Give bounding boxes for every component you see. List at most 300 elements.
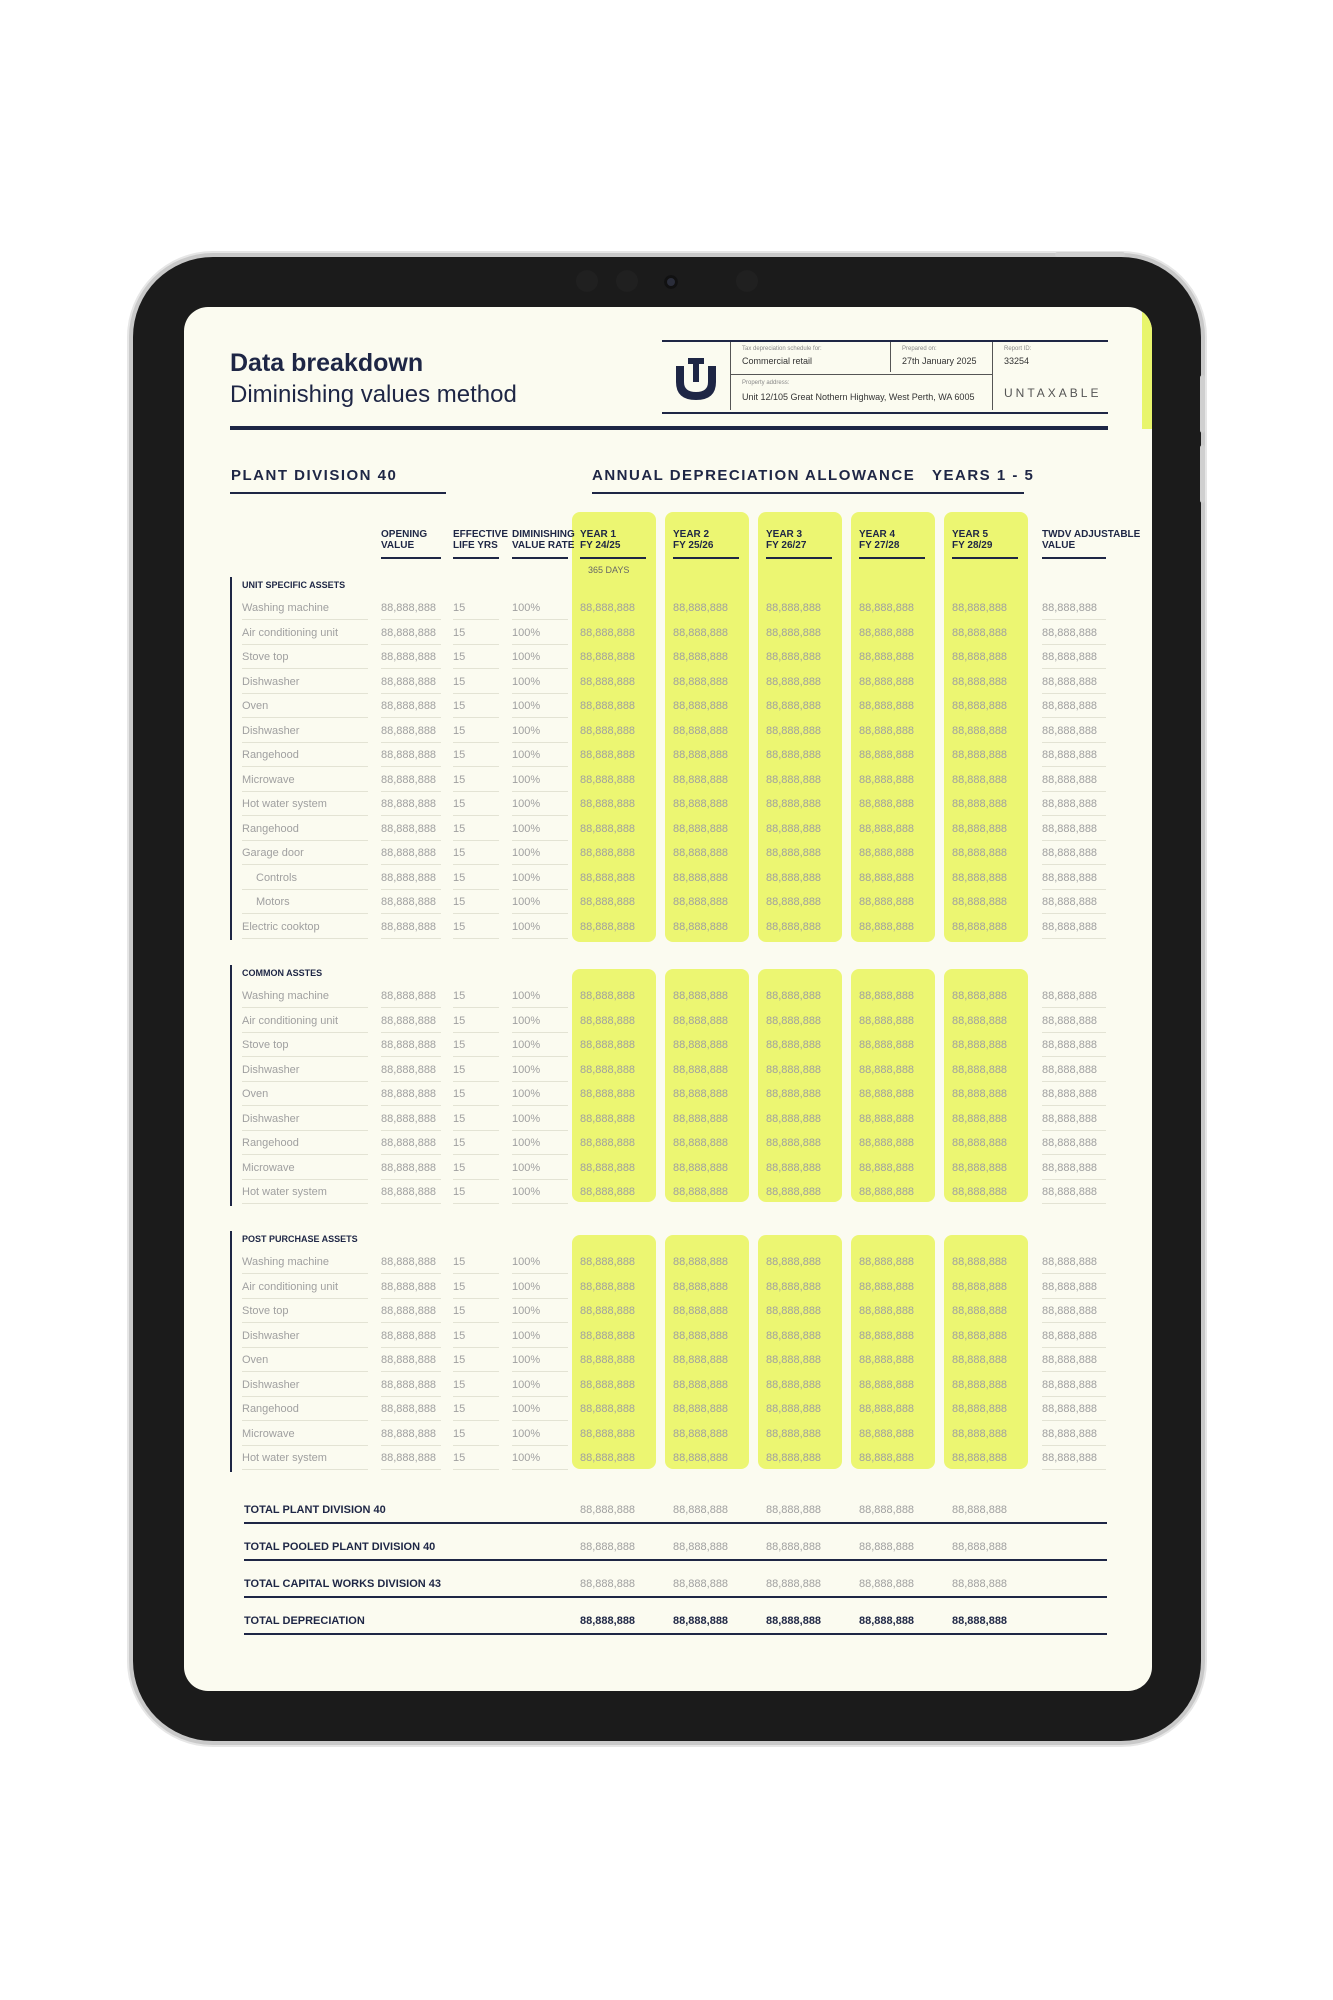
row-divider <box>1042 815 1106 816</box>
year-2-value: 88,888,888 <box>673 724 729 737</box>
row-divider <box>242 1445 368 1446</box>
opening-value: 88,888,888 <box>381 1186 437 1198</box>
row-divider <box>242 1032 368 1033</box>
total-year-1-value: 88,888,888 <box>580 1504 636 1516</box>
row-divider <box>453 1007 499 1008</box>
asset-name: Dishwasher <box>242 1112 300 1125</box>
info-divider <box>890 342 891 372</box>
asset-name: Washing machine <box>242 1256 330 1268</box>
total-year-1-value: 88,888,888 <box>580 1578 636 1590</box>
group-bar <box>230 965 232 1206</box>
asset-name: Air conditioning unit <box>242 626 339 639</box>
twdv-value: 88,888,888 <box>1042 1063 1098 1076</box>
twdv-value: 88,888,888 <box>1042 626 1098 639</box>
row-divider <box>242 1154 368 1155</box>
year-5-value: 88,888,888 <box>952 602 1008 614</box>
year-1-value: 88,888,888 <box>580 847 636 859</box>
year-1-value: 88,888,888 <box>580 626 636 639</box>
opening-value: 88,888,888 <box>381 822 437 835</box>
year-5-value: 88,888,888 <box>952 1256 1008 1268</box>
twdv-value: 88,888,888 <box>1042 1305 1098 1317</box>
row-divider <box>512 742 568 743</box>
twdv-value: 88,888,888 <box>1042 700 1098 712</box>
row-divider <box>512 815 568 816</box>
row-divider <box>453 1179 499 1180</box>
col-head-year-3-line1: YEAR 3 <box>766 529 803 540</box>
total-rule <box>244 1522 1107 1524</box>
year-4-value: 88,888,888 <box>859 1161 915 1174</box>
year-2-value: 88,888,888 <box>673 1014 729 1027</box>
total-year-5-value: 88,888,888 <box>952 1504 1008 1516</box>
effective-life: 15 <box>453 1039 466 1051</box>
row-divider <box>381 1445 441 1446</box>
row-divider <box>242 1469 368 1470</box>
year-3-value: 88,888,888 <box>766 651 822 663</box>
year-2-value: 88,888,888 <box>673 749 729 761</box>
year-3-value: 88,888,888 <box>766 871 822 884</box>
total-year-1-value: 88,888,888 <box>580 1615 636 1627</box>
row-divider <box>242 717 368 718</box>
years-heading: YEARS 1 - 5 <box>932 467 1035 484</box>
row-divider <box>381 1179 441 1180</box>
row-divider <box>381 889 441 890</box>
opening-value: 88,888,888 <box>381 773 437 786</box>
report-info-box <box>662 340 1108 414</box>
total-year-2-value: 88,888,888 <box>673 1578 729 1590</box>
col-head-opening-line2: VALUE <box>381 540 415 551</box>
year-1-value: 88,888,888 <box>580 1452 636 1464</box>
twdv-value: 88,888,888 <box>1042 896 1098 908</box>
report-id-label: Report ID: <box>1004 346 1032 352</box>
document-screen <box>184 307 1152 1691</box>
asset-name: Microwave <box>242 773 295 786</box>
year-1-value: 88,888,888 <box>580 700 636 712</box>
year-2-value: 88,888,888 <box>673 1256 729 1268</box>
plant-division-rule <box>230 492 446 494</box>
row-divider <box>381 1469 441 1470</box>
year-1-value: 88,888,888 <box>580 1161 636 1174</box>
year-3-value: 88,888,888 <box>766 990 822 1002</box>
opening-value: 88,888,888 <box>381 1137 437 1149</box>
year-2-value: 88,888,888 <box>673 1354 729 1366</box>
col-head-year-1-line2: FY 24/25 <box>580 540 621 551</box>
row-divider <box>1042 644 1106 645</box>
year-5-value: 88,888,888 <box>952 724 1008 737</box>
row-divider <box>242 668 368 669</box>
year-2-value: 88,888,888 <box>673 1403 729 1415</box>
col-head-year-2 <box>673 529 713 551</box>
row-divider <box>381 742 441 743</box>
row-divider <box>381 791 441 792</box>
diminishing-rate: 100% <box>512 1427 541 1440</box>
year-1-value: 88,888,888 <box>580 724 636 737</box>
row-divider <box>512 1130 568 1131</box>
year-2-value: 88,888,888 <box>673 1112 729 1125</box>
year-4-value: 88,888,888 <box>859 602 915 614</box>
year-4-value: 88,888,888 <box>859 1378 915 1391</box>
year-3-value: 88,888,888 <box>766 724 822 737</box>
year-5-value: 88,888,888 <box>952 651 1008 663</box>
year-4-value: 88,888,888 <box>859 773 915 786</box>
total-rule <box>244 1633 1107 1635</box>
row-divider <box>242 1420 368 1421</box>
year-2-value: 88,888,888 <box>673 822 729 835</box>
asset-name: Electric cooktop <box>242 920 320 933</box>
year-4-value: 88,888,888 <box>859 1039 915 1051</box>
power-button <box>1055 252 1125 257</box>
year-3-value: 88,888,888 <box>766 1378 822 1391</box>
year-4-value: 88,888,888 <box>859 822 915 835</box>
row-divider <box>242 1396 368 1397</box>
row-divider <box>512 1032 568 1033</box>
year-3-value: 88,888,888 <box>766 920 822 933</box>
row-divider <box>381 717 441 718</box>
row-divider <box>453 938 499 939</box>
effective-life: 15 <box>453 1161 466 1174</box>
opening-value: 88,888,888 <box>381 871 437 884</box>
days-label: 365 DAYS <box>588 565 630 575</box>
effective-life: 15 <box>453 1354 466 1366</box>
year-1-value: 88,888,888 <box>580 749 636 761</box>
plant-division-heading: PLANT DIVISION 40 <box>231 467 398 484</box>
row-divider <box>381 1032 441 1033</box>
opening-value: 88,888,888 <box>381 990 437 1002</box>
opening-value: 88,888,888 <box>381 1452 437 1464</box>
diminishing-rate: 100% <box>512 871 541 884</box>
year-4-value: 88,888,888 <box>859 871 915 884</box>
row-divider <box>242 1371 368 1372</box>
row-divider <box>1042 1007 1106 1008</box>
year-4-value: 88,888,888 <box>859 1427 915 1440</box>
twdv-value: 88,888,888 <box>1042 602 1098 614</box>
twdv-value: 88,888,888 <box>1042 1280 1098 1293</box>
year-1-value: 88,888,888 <box>580 1137 636 1149</box>
year-5-value: 88,888,888 <box>952 798 1008 810</box>
col-head-rate-line <box>512 557 568 559</box>
row-divider <box>1042 1420 1106 1421</box>
row-divider <box>1042 1396 1106 1397</box>
col-head-year-4-line2: FY 27/28 <box>859 540 900 551</box>
col-head-life-line <box>453 557 499 559</box>
opening-value: 88,888,888 <box>381 1329 437 1342</box>
total-year-5-value: 88,888,888 <box>952 1578 1008 1590</box>
opening-value: 88,888,888 <box>381 847 437 859</box>
col-head-rate-line1: DIMINISHING <box>512 529 575 540</box>
year-4-value: 88,888,888 <box>859 1305 915 1317</box>
row-divider <box>1042 1347 1106 1348</box>
row-divider <box>381 1298 441 1299</box>
total-label: TOTAL PLANT DIVISION 40 <box>244 1504 386 1516</box>
effective-life: 15 <box>453 920 466 933</box>
twdv-value: 88,888,888 <box>1042 1427 1098 1440</box>
total-year-5-value: 88,888,888 <box>952 1615 1008 1627</box>
row-divider <box>453 815 499 816</box>
row-divider <box>1042 864 1106 865</box>
year-4-value: 88,888,888 <box>859 1280 915 1293</box>
row-divider <box>453 742 499 743</box>
row-divider <box>381 668 441 669</box>
effective-life: 15 <box>453 990 466 1002</box>
year-2-value: 88,888,888 <box>673 1063 729 1076</box>
diminishing-rate: 100% <box>512 990 541 1002</box>
year-5-value: 88,888,888 <box>952 1161 1008 1174</box>
effective-life: 15 <box>453 822 466 835</box>
year-5-value: 88,888,888 <box>952 675 1008 688</box>
accent-tab <box>1142 307 1152 429</box>
row-divider <box>1042 1203 1106 1204</box>
row-divider <box>381 1056 441 1057</box>
year-5-value: 88,888,888 <box>952 871 1008 884</box>
opening-value: 88,888,888 <box>381 1256 437 1268</box>
year-1-value: 88,888,888 <box>580 1088 636 1100</box>
row-divider <box>1042 1130 1106 1131</box>
row-divider <box>242 1298 368 1299</box>
row-divider <box>242 1322 368 1323</box>
brand-name: UNTAXABLE <box>1004 386 1102 400</box>
row-divider <box>512 1081 568 1082</box>
twdv-value: 88,888,888 <box>1042 1112 1098 1125</box>
asset-name: Washing machine <box>242 602 330 614</box>
row-divider <box>1042 1032 1106 1033</box>
year-4-value: 88,888,888 <box>859 847 915 859</box>
year-4-value: 88,888,888 <box>859 798 915 810</box>
row-divider <box>453 1081 499 1082</box>
row-divider <box>381 1420 441 1421</box>
asset-name: Motors <box>256 896 290 908</box>
effective-life: 15 <box>453 1329 466 1342</box>
total-year-4-value: 88,888,888 <box>859 1578 915 1590</box>
year-1-value: 88,888,888 <box>580 773 636 786</box>
year-1-value: 88,888,888 <box>580 1305 636 1317</box>
row-divider <box>512 717 568 718</box>
row-divider <box>453 1298 499 1299</box>
year-1-value: 88,888,888 <box>580 1427 636 1440</box>
diminishing-rate: 100% <box>512 1403 541 1415</box>
asset-name: Rangehood <box>242 1137 299 1149</box>
year-2-value: 88,888,888 <box>673 675 729 688</box>
row-divider <box>512 766 568 767</box>
row-divider <box>453 644 499 645</box>
year-1-value: 88,888,888 <box>580 990 636 1002</box>
total-year-4-value: 88,888,888 <box>859 1541 915 1553</box>
year-2-value: 88,888,888 <box>673 626 729 639</box>
opening-value: 88,888,888 <box>381 798 437 810</box>
row-divider <box>512 1371 568 1372</box>
year-5-value: 88,888,888 <box>952 1280 1008 1293</box>
year-2-value: 88,888,888 <box>673 1161 729 1174</box>
col-head-twdv-line1: TWDV ADJUSTABLE <box>1042 529 1141 540</box>
effective-life: 15 <box>453 896 466 908</box>
year-4-value: 88,888,888 <box>859 990 915 1002</box>
opening-value: 88,888,888 <box>381 1014 437 1027</box>
effective-life: 15 <box>453 700 466 712</box>
twdv-value: 88,888,888 <box>1042 1014 1098 1027</box>
asset-name: Stove top <box>242 1305 289 1317</box>
diminishing-rate: 100% <box>512 1161 541 1174</box>
row-divider <box>453 1322 499 1323</box>
row-divider <box>381 1154 441 1155</box>
front-camera <box>664 275 678 289</box>
effective-life: 15 <box>453 1427 466 1440</box>
col-head-year-3 <box>766 529 806 551</box>
row-divider <box>512 1007 568 1008</box>
total-rule <box>244 1596 1107 1598</box>
row-divider <box>381 644 441 645</box>
row-divider <box>242 1203 368 1204</box>
row-divider <box>242 1179 368 1180</box>
row-divider <box>512 668 568 669</box>
asset-name: Dishwasher <box>242 675 300 688</box>
row-divider <box>242 1081 368 1082</box>
row-divider <box>242 693 368 694</box>
row-divider <box>512 791 568 792</box>
diminishing-rate: 100% <box>512 749 541 761</box>
year-3-value: 88,888,888 <box>766 1063 822 1076</box>
year-1-value: 88,888,888 <box>580 1329 636 1342</box>
volume-down-button <box>1200 445 1205 503</box>
asset-name: Hot water system <box>242 1186 327 1198</box>
col-head-year-5-line1: YEAR 5 <box>952 529 989 540</box>
twdv-value: 88,888,888 <box>1042 798 1098 810</box>
row-divider <box>381 1130 441 1131</box>
year-2-value: 88,888,888 <box>673 920 729 933</box>
row-divider <box>242 864 368 865</box>
year-1-value: 88,888,888 <box>580 1063 636 1076</box>
col-head-year-5-line <box>952 557 1018 559</box>
effective-life: 15 <box>453 675 466 688</box>
row-divider <box>512 864 568 865</box>
row-divider <box>1042 693 1106 694</box>
page-title: Data breakdown <box>230 349 424 377</box>
opening-value: 88,888,888 <box>381 675 437 688</box>
row-divider <box>1042 1298 1106 1299</box>
year-1-value: 88,888,888 <box>580 1014 636 1027</box>
row-divider <box>453 1371 499 1372</box>
year-3-value: 88,888,888 <box>766 1329 822 1342</box>
diminishing-rate: 100% <box>512 1280 541 1293</box>
row-divider <box>453 619 499 620</box>
effective-life: 15 <box>453 749 466 761</box>
year-2-value: 88,888,888 <box>673 1427 729 1440</box>
row-divider <box>242 644 368 645</box>
year-1-value: 88,888,888 <box>580 1186 636 1198</box>
col-head-year-4-line <box>859 557 925 559</box>
row-divider <box>453 1347 499 1348</box>
diminishing-rate: 100% <box>512 1014 541 1027</box>
year-4-value: 88,888,888 <box>859 1452 915 1464</box>
total-year-2-value: 88,888,888 <box>673 1504 729 1516</box>
year-3-value: 88,888,888 <box>766 749 822 761</box>
asset-name: Rangehood <box>242 749 299 761</box>
row-divider <box>242 815 368 816</box>
year-2-value: 88,888,888 <box>673 990 729 1002</box>
opening-value: 88,888,888 <box>381 602 437 614</box>
twdv-value: 88,888,888 <box>1042 847 1098 859</box>
row-divider <box>381 913 441 914</box>
effective-life: 15 <box>453 1452 466 1464</box>
year-4-value: 88,888,888 <box>859 651 915 663</box>
opening-value: 88,888,888 <box>381 749 437 761</box>
row-divider <box>242 1273 368 1274</box>
effective-life: 15 <box>453 1186 466 1198</box>
twdv-value: 88,888,888 <box>1042 1161 1098 1174</box>
asset-name: Stove top <box>242 1039 289 1051</box>
row-divider <box>512 913 568 914</box>
diminishing-rate: 100% <box>512 1137 541 1149</box>
diminishing-rate: 100% <box>512 1305 541 1317</box>
row-divider <box>453 717 499 718</box>
year-1-value: 88,888,888 <box>580 798 636 810</box>
diminishing-rate: 100% <box>512 1186 541 1198</box>
row-divider <box>1042 1371 1106 1372</box>
group-title: COMMON ASSTES <box>242 968 323 978</box>
total-year-4-value: 88,888,888 <box>859 1504 915 1516</box>
row-divider <box>1042 1056 1106 1057</box>
total-label: TOTAL POOLED PLANT DIVISION 40 <box>244 1541 436 1553</box>
col-head-year-1-line <box>580 557 646 559</box>
col-head-year-5-line2: FY 28/29 <box>952 540 993 551</box>
asset-name: Dishwasher <box>242 724 300 737</box>
address-label: Property address: <box>742 380 790 386</box>
row-divider <box>512 1154 568 1155</box>
row-divider <box>1042 1179 1106 1180</box>
year-5-value: 88,888,888 <box>952 1403 1008 1415</box>
year-4-value: 88,888,888 <box>859 1186 915 1198</box>
opening-value: 88,888,888 <box>381 651 437 663</box>
year-1-value: 88,888,888 <box>580 920 636 933</box>
diminishing-rate: 100% <box>512 1088 541 1100</box>
year-3-value: 88,888,888 <box>766 847 822 859</box>
asset-name: Garage door <box>242 847 304 859</box>
year-1-value: 88,888,888 <box>580 1256 636 1268</box>
row-divider <box>1042 1273 1106 1274</box>
year-3-value: 88,888,888 <box>766 822 822 835</box>
report-id-value: 33254 <box>1004 356 1030 366</box>
diminishing-rate: 100% <box>512 1256 541 1268</box>
row-divider <box>242 1056 368 1057</box>
year-5-value: 88,888,888 <box>952 1112 1008 1125</box>
diminishing-rate: 100% <box>512 896 541 908</box>
year-3-value: 88,888,888 <box>766 1186 822 1198</box>
diminishing-rate: 100% <box>512 602 541 614</box>
year-5-value: 88,888,888 <box>952 920 1008 933</box>
row-divider <box>242 1130 368 1131</box>
schedule-label: Tax depreciation schedule for: <box>742 346 822 352</box>
diminishing-rate: 100% <box>512 847 541 859</box>
untaxable-logo-icon <box>670 352 722 404</box>
year-3-value: 88,888,888 <box>766 675 822 688</box>
opening-value: 88,888,888 <box>381 724 437 737</box>
year-4-value: 88,888,888 <box>859 724 915 737</box>
year-4-value: 88,888,888 <box>859 1137 915 1149</box>
year-5-value: 88,888,888 <box>952 749 1008 761</box>
row-divider <box>381 1081 441 1082</box>
col-head-year-5 <box>952 529 992 551</box>
year-5-value: 88,888,888 <box>952 1305 1008 1317</box>
diminishing-rate: 100% <box>512 1378 541 1391</box>
effective-life: 15 <box>453 602 466 614</box>
total-year-1-value: 88,888,888 <box>580 1541 636 1553</box>
total-year-3-value: 88,888,888 <box>766 1578 822 1590</box>
col-head-year-3-line2: FY 26/27 <box>766 540 807 551</box>
row-divider <box>512 1179 568 1180</box>
year-4-value: 88,888,888 <box>859 700 915 712</box>
asset-name: Rangehood <box>242 1403 299 1415</box>
group-title: UNIT SPECIFIC ASSETS <box>242 580 346 590</box>
asset-name: Dishwasher <box>242 1378 300 1391</box>
effective-life: 15 <box>453 626 466 639</box>
row-divider <box>453 1056 499 1057</box>
